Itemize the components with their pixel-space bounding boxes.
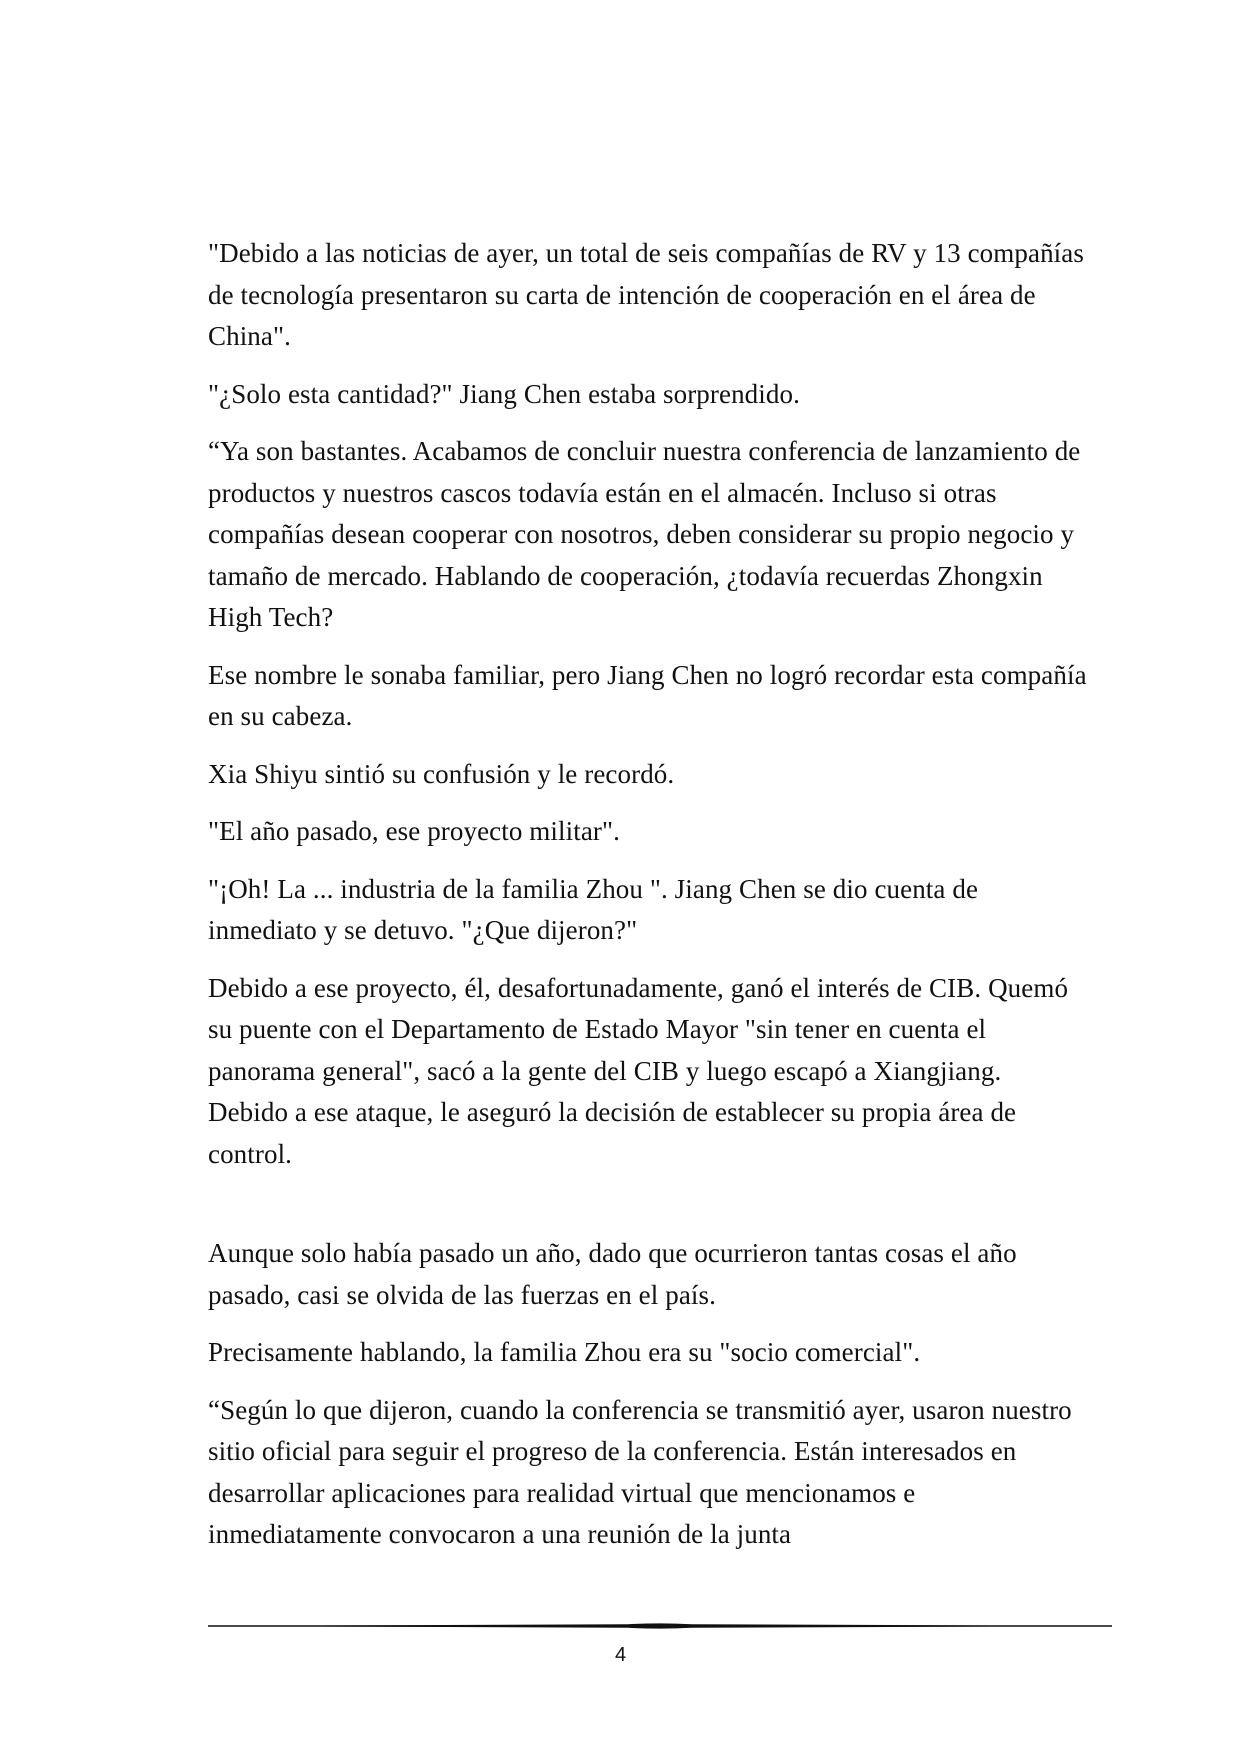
paragraph: Ese nombre le sonaba familiar, pero Jiang Chen no logró recordar esta compañía en su cabeza. — [208, 659, 1087, 731]
page-number: 4 — [614, 1644, 627, 1666]
paragraph: Precisamente hablando, la familia Zhou era su "socio comercial". — [208, 1337, 921, 1367]
paragraph: "El año pasado, ese proyecto militar". — [208, 816, 620, 846]
paragraph: “Ya son bastantes. Acabamos de concluir nuestra conferencia de lanzamiento de productos y nuestros cascos todavía están en el almacén. Incluso si otras compañías desean cooperar con nosotros, deben considerar su propio negocio y tamaño de mercado. Hablando de cooperación, ¿todavía recuerdas Zhongxin High Tech? — [208, 436, 1081, 632]
paragraph: “Según lo que dijeron, cuando la conferencia se transmitió ayer, usaron nuestro sitio oficial para seguir el progreso de la conferencia. Están interesados en desarrollar aplicaciones para realidad virtual que mencionamos e inmediatamente convocaron a una reunión de la junta — [208, 1394, 1072, 1549]
paragraph: Xia Shiyu sintió su confusión y le recordó. — [208, 758, 675, 789]
paragraph: Aunque solo había pasado un año, dado que ocurrieron tantas cosas el año pasado, casi se olvida de las fuerzas en el país. — [208, 1238, 1017, 1310]
paragraph: "¿Solo esta cantidad?" Jiang Chen estaba sorprendido. — [208, 378, 800, 409]
paragraph: Debido a ese proyecto, él, desafortunadamente, ganó el interés de CIB. Quemó su puente con el Departamento de Estado Mayor "sin tener en cuenta el panorama general", sacó a la gente del CIB y luego escapó a Xiangjiang. Debido a ese ataque, le aseguró la decisión de establecer su propia área de control. — [208, 972, 1069, 1169]
text-body — [208, 233, 1088, 1572]
paragraph: "Debido a las noticias de ayer, un total de seis compañías de RV y 13 compañías de tecnología presentaron su carta de intención de cooperación en el área de China". — [208, 238, 1084, 351]
footer-divider — [208, 1620, 1112, 1632]
paragraph: "¡Oh! La ... industria de la familia Zhou ". Jiang Chen se dio cuenta de inmediato y se detuvo. "¿Que dijeron?" — [208, 873, 979, 945]
